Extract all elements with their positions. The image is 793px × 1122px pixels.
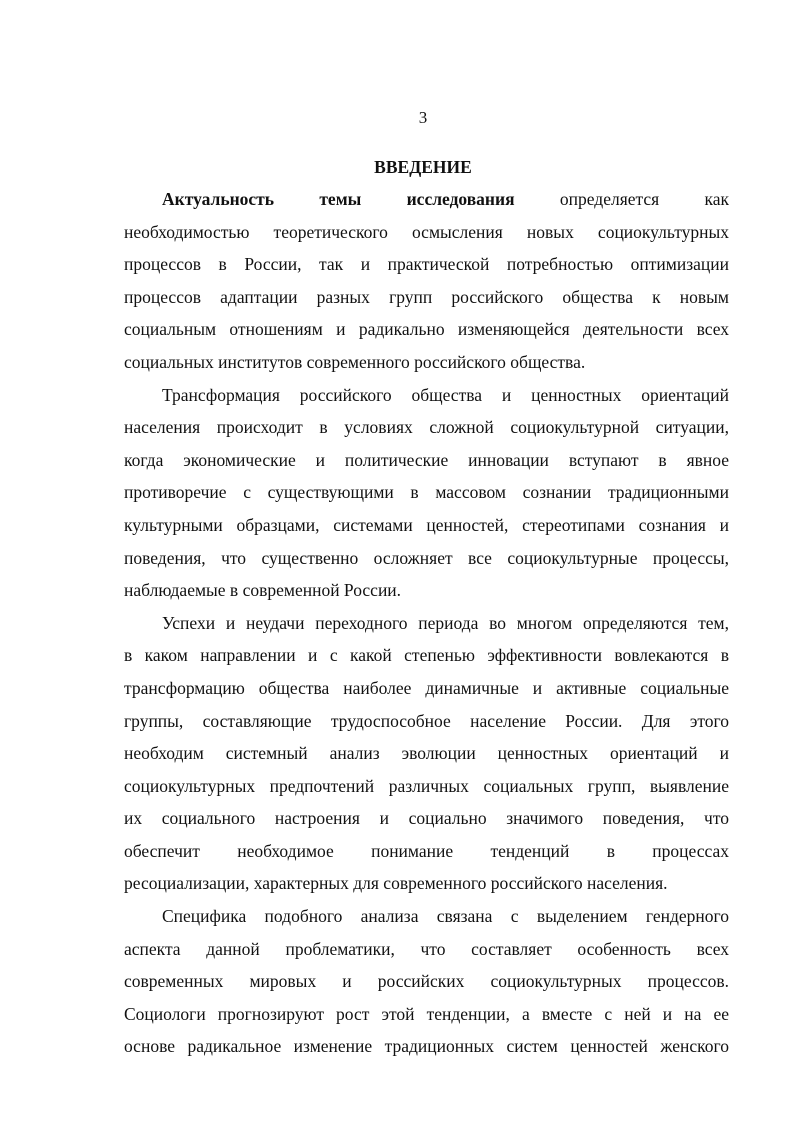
- text-line: их социального настроения и социально значимого поведения, что: [124, 808, 729, 829]
- paragraph-gender-aspect: [124, 900, 729, 1063]
- paragraph-transition-period: [124, 607, 729, 900]
- text-line: противоречие с существующими в массовом сознании традиционными: [124, 482, 729, 503]
- text-line: социальных институтов современного российского общества.: [124, 351, 586, 372]
- text-line: в каком направлении и с какой степенью эффективности вовлекаются в: [124, 645, 729, 666]
- text-line: социокультурных предпочтений различных социальных групп, выявление: [124, 775, 729, 796]
- text-line: необходимостью теоретического осмысления новых социокультурных: [124, 221, 729, 242]
- relevance-bold-lead: Актуальность темы исследования: [162, 189, 515, 209]
- text-line: группы, составляющие трудоспособное население России. Для этого: [124, 710, 729, 731]
- section-heading: ВВЕДЕНИЕ: [374, 157, 472, 177]
- text-span: определяется как: [559, 189, 730, 209]
- page-number: 3: [418, 108, 428, 127]
- text-line: современных мировых и российских социокультурных процессов.: [124, 971, 729, 992]
- text-line: Специфика подобного анализа связана с выделением гендерного: [162, 906, 729, 927]
- text-line: Социологи прогнозируют рост этой тенденции, а вместе с ней и на ее: [124, 1003, 729, 1024]
- text-line: культурными образцами, системами ценностей, стереотипами сознания и: [124, 514, 729, 535]
- text-line: процессов в России, так и практической потребностью оптимизации: [124, 254, 729, 275]
- text-line: аспекта данной проблематики, что составляет особенность всех: [124, 938, 729, 959]
- paragraph-transformation: [124, 379, 729, 607]
- text-line: Трансформация российского общества и ценностных ориентаций: [162, 384, 729, 405]
- text-line: населения происходит в условиях сложной социокультурной ситуации,: [124, 417, 729, 438]
- text-line: социальным отношениям и радикально изменяющейся деятельности всех: [124, 319, 729, 340]
- text-line: Успехи и неудачи переходного периода во многом определяются тем,: [162, 612, 729, 633]
- paragraph-relevance: [124, 183, 729, 379]
- text-line: трансформацию общества наиболее динамичные и активные социальные: [124, 677, 729, 698]
- text-line: основе радикальное изменение традиционных систем ценностей женского: [124, 1036, 729, 1057]
- text-line: ресоциализации, характерных для современного российского населения.: [124, 873, 668, 894]
- text-line: процессов адаптации разных групп российского общества к новым: [124, 286, 729, 307]
- text-line: необходим системный анализ эволюции ценностных ориентаций и: [124, 743, 729, 764]
- text-line: поведения, что существенно осложняет все социокультурные процессы,: [124, 547, 729, 568]
- text-line: наблюдаемые в современной России.: [124, 580, 402, 601]
- text-line: обеспечит необходимое понимание тенденций в процессах: [124, 840, 729, 861]
- text-line: когда экономические и политические инновации вступают в явное: [124, 449, 729, 470]
- body-text: [124, 183, 729, 1063]
- text-line: [124, 183, 729, 216]
